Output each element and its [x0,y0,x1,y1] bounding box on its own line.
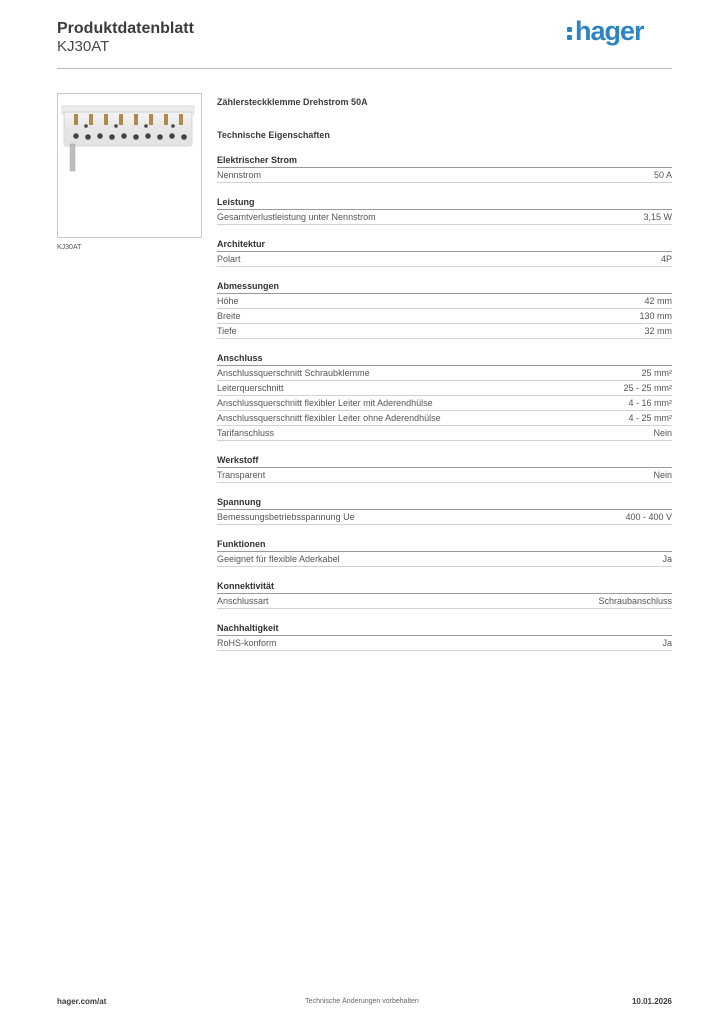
spec-row [217,411,672,426]
spec-label: Transparent [217,470,266,480]
spec-group-title: Elektrischer Strom [217,154,672,168]
spec-row [217,252,672,267]
spec-label: Anschlussart [217,596,269,606]
spec-group-title: Werkstoff [217,454,672,468]
spec-row [217,366,672,381]
spec-group-title: Funktionen [217,538,672,552]
footer-date: 10.01.2026 [631,997,672,1006]
spec-value: 130 mm [639,311,672,321]
spec-value: 25 mm² [641,368,672,378]
spec-row [217,309,672,324]
spec-value: 32 mm [644,326,672,336]
logo-dots-icon [567,24,573,40]
spec-row [217,552,672,567]
spec-groups [217,154,672,651]
spec-row [217,426,672,441]
spec-group [217,454,672,483]
spec-value: Ja [662,638,672,648]
spec-value: 400 - 400 V [625,512,672,522]
spec-label: Breite [217,311,241,321]
spec-value: 4P [660,254,672,264]
spec-group [217,196,672,225]
spec-value: 25 - 25 mm² [623,383,672,393]
spec-label: Polart [217,254,241,264]
spec-label: Geeignet für flexible Aderkabel [217,554,340,564]
spec-value: Nein [653,470,672,480]
spec-value: 50 A [653,170,672,180]
image-caption: KJ30AT [57,244,82,251]
section-title: Technische Eigenschaften [217,130,330,140]
logo-text: hager [575,16,644,46]
footer-disclaimer: Technische Änderungen vorbehalten [305,998,419,1005]
spec-group [217,280,672,339]
spec-value: Ja [662,554,672,564]
spec-group-title: Abmessungen [217,280,672,294]
spec-label: Leiterquerschnitt [217,383,284,393]
spec-label: Anschlussquerschnitt flexibler Leiter ohne Aderendhülse [217,413,441,423]
spec-group [217,238,672,267]
spec-group-title: Spannung [217,496,672,510]
spec-label: Nennstrom [217,170,262,180]
spec-value: 42 mm [644,296,672,306]
spec-value: Schraubanschluss [598,596,672,606]
product-name: Zählersteckklemme Drehstrom 50A [217,97,368,107]
spec-row [217,210,672,225]
footer-website-link[interactable]: hager.com/at [57,997,107,1006]
spec-group-title: Architektur [217,238,672,252]
spec-label: Anschlussquerschnitt flexibler Leiter mit Aderendhülse [217,398,433,408]
product-image [57,93,202,238]
spec-label: Anschlussquerschnitt Schraubklemme [217,368,370,378]
spec-row [217,381,672,396]
spec-label: Höhe [217,296,239,306]
specifications [217,96,672,651]
spec-row [217,594,672,609]
spec-value: 4 - 16 mm² [628,398,672,408]
spec-label: RoHS-konform [217,638,277,648]
spec-group [217,580,672,609]
spec-label: Gesamtverlustleistung unter Nennstrom [217,212,376,222]
spec-group-title: Leistung [217,196,672,210]
spec-label: Tarifanschluss [217,428,275,438]
spec-label: Bemessungsbetriebsspannung Ue [217,512,355,522]
document-title: Produktdatenblatt [57,20,194,37]
spec-group-title: Konnektivität [217,580,672,594]
spec-row [217,468,672,483]
spec-row [217,396,672,411]
spec-row [217,294,672,309]
spec-row [217,324,672,339]
terminal-block-illustration [58,94,201,237]
header-divider [57,68,672,69]
article-number: KJ30AT [57,38,110,55]
spec-row [217,636,672,651]
hager-logo[interactable] [567,16,644,46]
spec-group [217,496,672,525]
spec-group [217,622,672,651]
spec-value: 3,15 W [643,212,672,222]
spec-row [217,510,672,525]
spec-group-title: Anschluss [217,352,672,366]
spec-group-title: Nachhaltigkeit [217,622,672,636]
spec-value: 4 - 25 mm² [628,413,672,423]
spec-row [217,168,672,183]
spec-value: Nein [653,428,672,438]
spec-group [217,538,672,567]
spec-group [217,352,672,441]
spec-group [217,154,672,183]
spec-label: Tiefe [217,326,237,336]
